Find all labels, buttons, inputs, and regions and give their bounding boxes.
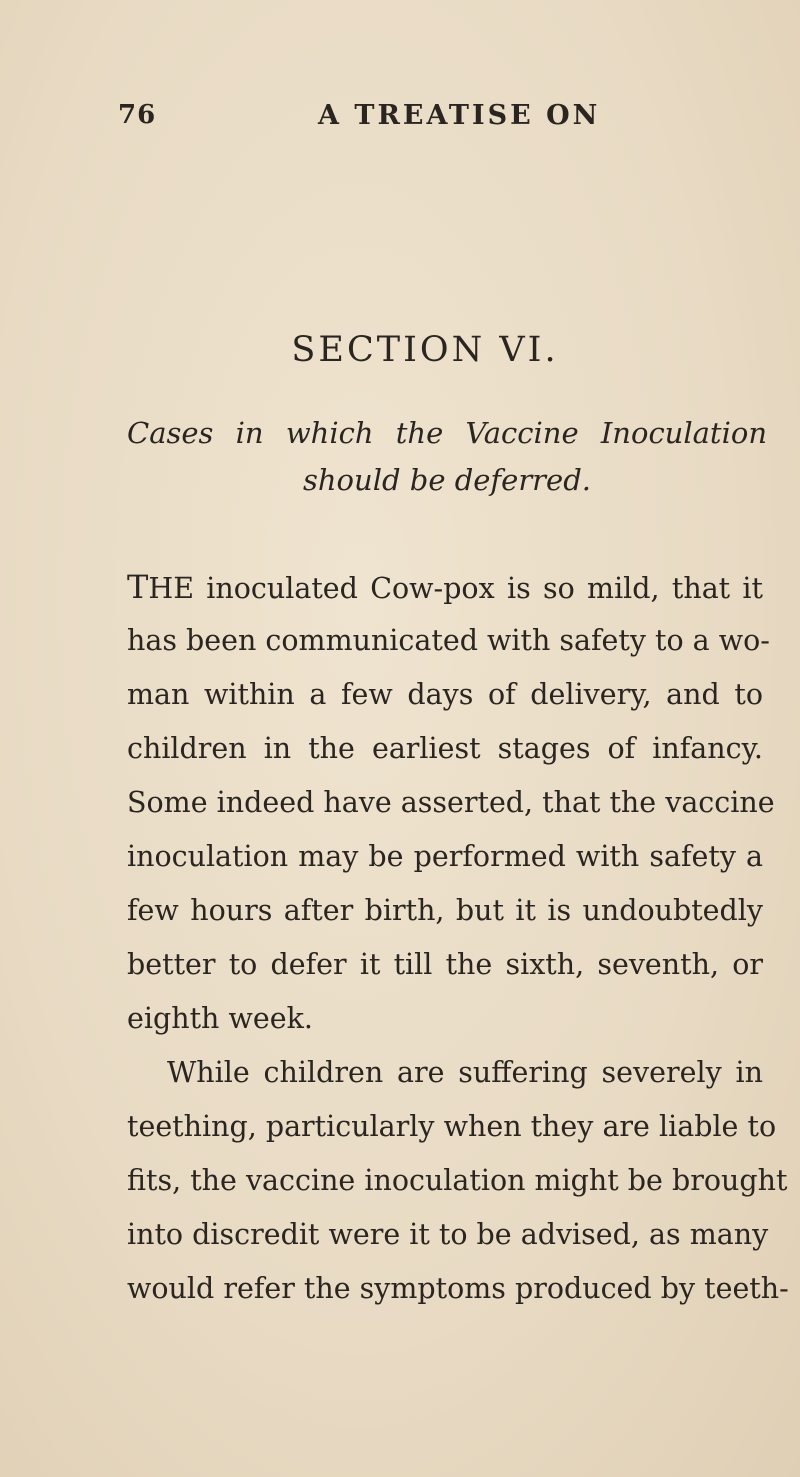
body-text	[127, 560, 789, 1316]
text-line: better to defer it till the sixth, seventh, or	[127, 948, 763, 981]
text-line-content: inoculated Cow-pox is so mild, that it	[194, 572, 763, 605]
text-line: into discredit were it to be advised, as many	[127, 1218, 769, 1251]
text-line: Some indeed have asserted, that the vaccine	[127, 786, 775, 819]
running-title: A TREATISE ON	[318, 100, 601, 131]
initial-word-rest: HE	[148, 572, 195, 605]
paragraph-2	[127, 1046, 789, 1316]
text-line	[127, 560, 763, 614]
text-line: man within a few days of delivery, and to	[127, 678, 763, 711]
text-line: While children are suffering severely in	[167, 1056, 763, 1089]
text-line: few hours after birth, but it is undoubtedly	[127, 894, 763, 927]
text-line: has been communicated with safety to a wo-	[127, 624, 770, 657]
section-heading: SECTION VI.	[291, 330, 559, 370]
text-line: teething, particularly when they are liable to	[127, 1110, 777, 1143]
paragraph-1	[127, 560, 775, 1046]
text-line: children in the earliest stages of infancy.	[127, 732, 763, 765]
text-line: would refer the symptoms produced by teeth-	[127, 1272, 789, 1305]
text-line: eighth week.	[127, 1002, 313, 1035]
text-line: inoculation may be performed with safety a	[127, 840, 763, 873]
text-line: fits, the vaccine inoculation might be brought	[127, 1164, 788, 1197]
initial-letter: T	[127, 568, 149, 606]
page-number: 76	[118, 100, 157, 130]
section-subtitle: Cases in which the Vaccine Inoculation should be deferred.	[127, 416, 767, 497]
